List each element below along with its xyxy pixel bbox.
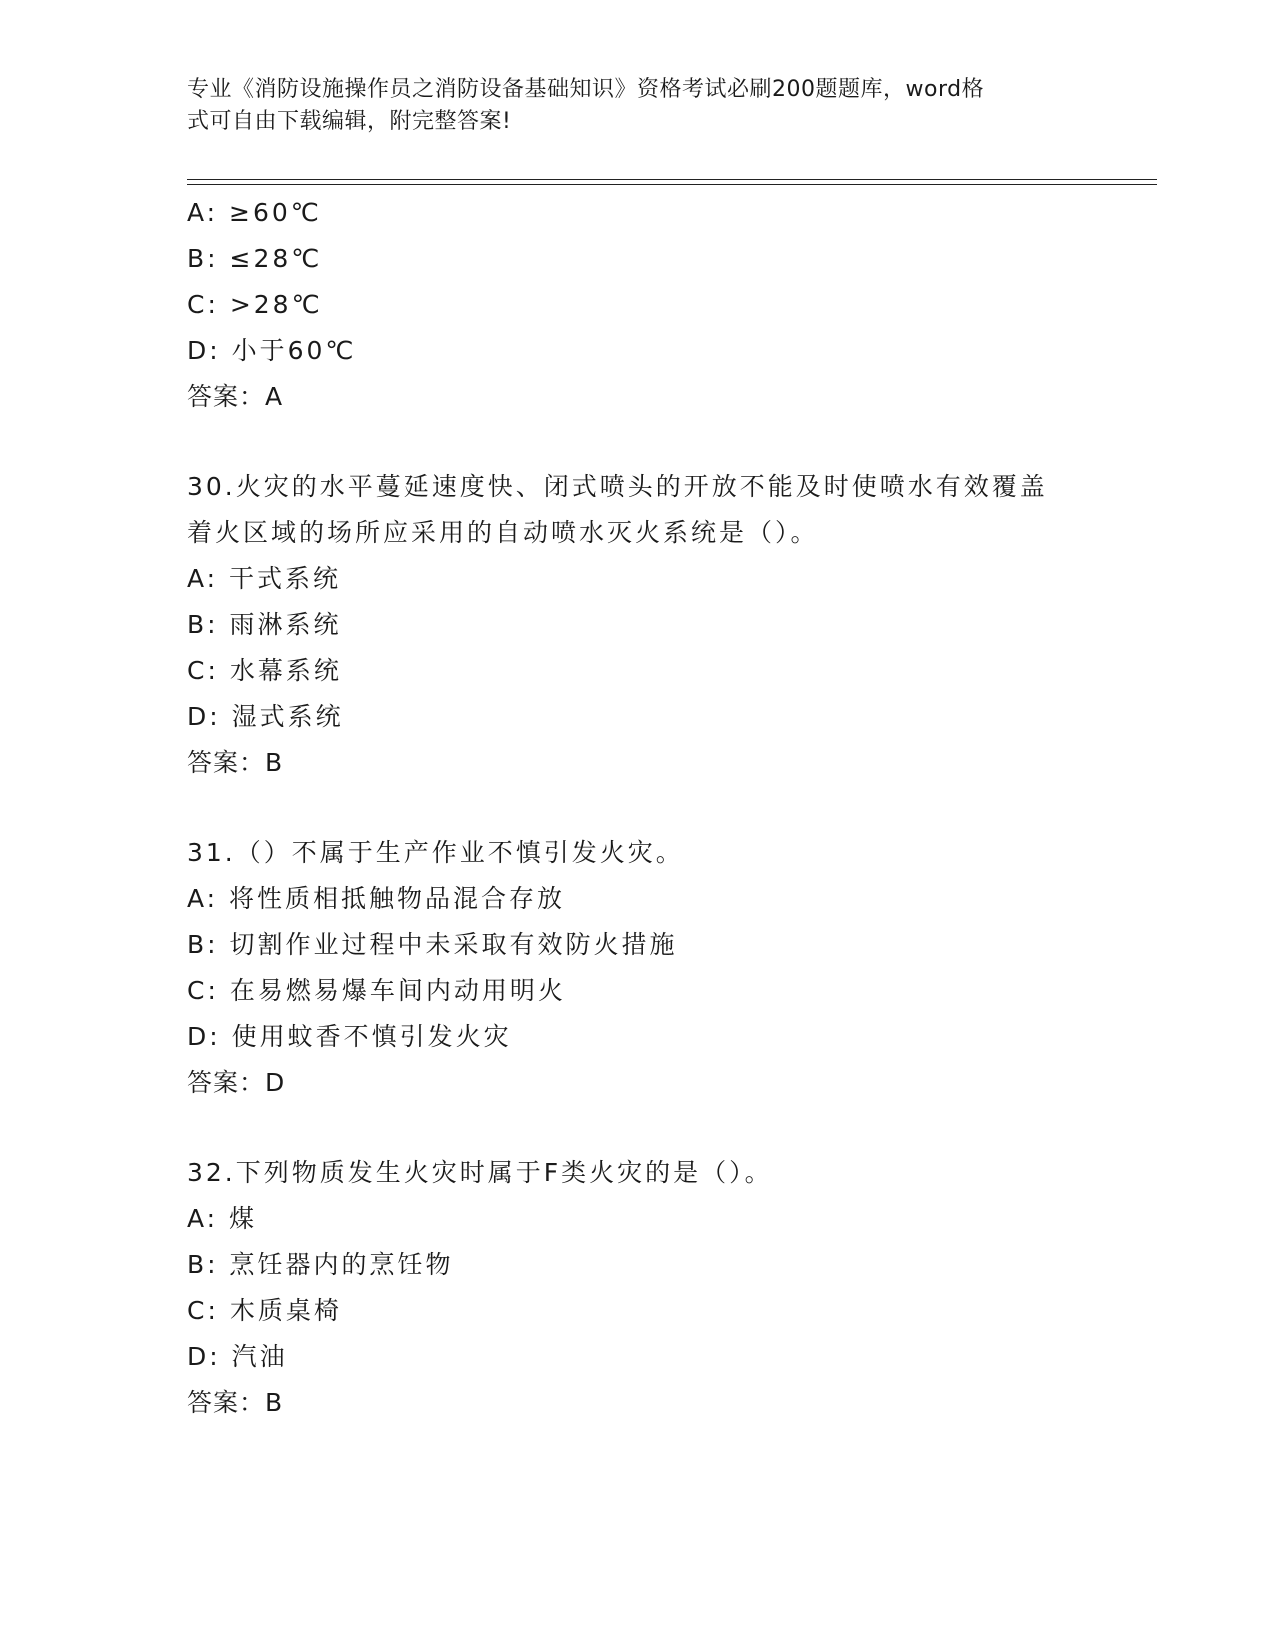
option-d: D: 小于60℃ [187,336,357,365]
answer-line: 答案：A [187,382,284,411]
header-divider-top [187,179,1157,180]
question-spacer [187,1106,1087,1150]
option-a: A: 干式系统 [187,564,342,593]
option-a: A: ≥60℃ [187,198,322,227]
option-b: B: 切割作业过程中未采取有效防火措施 [187,930,678,959]
document-header [187,74,1067,138]
header-divider-bottom [187,184,1157,185]
question-text-line-2: 着火区域的场所应采用的自动喷水灭火系统是（）。 [187,518,819,547]
option-c: C: 水幕系统 [187,656,342,685]
question-text-line-1: 30.火灾的水平蔓延速度快、闭式喷头的开放不能及时使喷水有效覆盖 [187,472,1048,501]
question-text-line-1: 31.（）不属于生产作业不慎引发火灾。 [187,838,684,867]
answer-line: 答案：B [187,748,284,777]
question-spacer [187,786,1087,830]
option-c: C: >28℃ [187,290,323,319]
answer-line: 答案：D [187,1068,286,1097]
answer-line: 答案：B [187,1388,284,1417]
option-b: B: 烹饪器内的烹饪物 [187,1250,454,1279]
option-b: B: ≤28℃ [187,244,323,273]
option-c: C: 木质桌椅 [187,1296,342,1325]
question-32-block [187,1150,1087,1426]
question-text-line-1: 32.下列物质发生火灾时属于F类火灾的是（）。 [187,1158,773,1187]
option-d: D: 汽油 [187,1342,288,1371]
option-c: C: 在易燃易爆车间内动用明火 [187,976,566,1005]
header-line-2: 式可自由下载编辑，附完整答案! [187,109,512,134]
option-a: A: 将性质相抵触物品混合存放 [187,884,566,913]
header-line-1: 专业《消防设施操作员之消防设备基础知识》资格考试必刷200题题库，word格 [187,77,985,102]
question-list [187,190,1087,1426]
option-d: D: 湿式系统 [187,702,344,731]
option-a: A: 煤 [187,1204,258,1233]
question-spacer [187,420,1087,464]
question-29-block [187,190,1087,420]
question-31-block [187,830,1087,1106]
option-d: D: 使用蚊香不慎引发火灾 [187,1022,512,1051]
question-30-block [187,464,1087,786]
option-b: B: 雨淋系统 [187,610,342,639]
